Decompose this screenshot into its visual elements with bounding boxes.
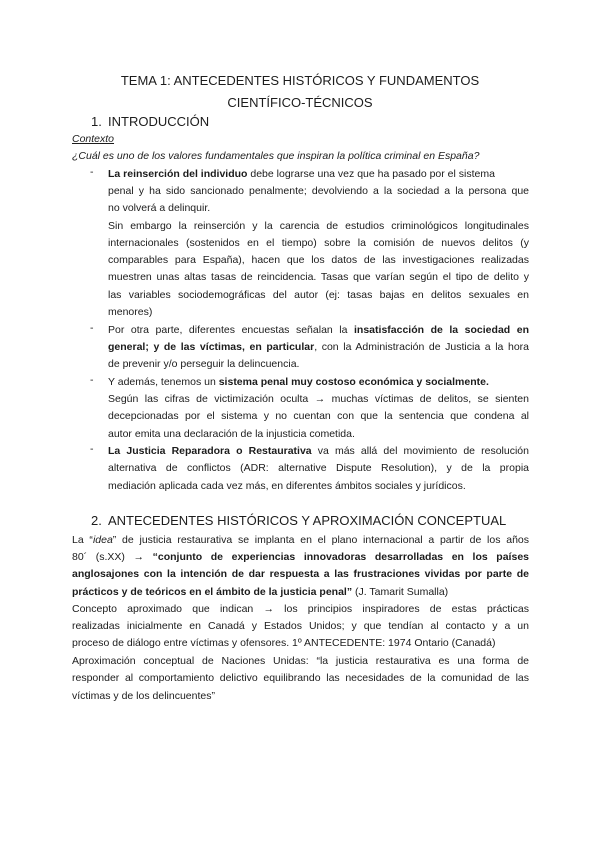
s2-p1-bold-a: “conjunto de experiencias innovadoras desarrolladas en los países — [152, 551, 529, 563]
bullet-1-para2-line-4: muestren unas altas tasas de reincidencia. Tasas que varían según el tipo de delito y — [108, 271, 529, 283]
section-1-heading: INTRODUCCIÓN — [108, 114, 210, 129]
s2-p1-line-4 — [72, 584, 448, 601]
bullet-2-text-a: Por otra parte, diferentes encuestas señalan la — [108, 324, 355, 336]
bullet-4-line-1 — [108, 443, 529, 460]
bullet-2-bold-a: insatisfacción de la sociedad en — [354, 324, 529, 336]
bullet-3-para2-line-2: decepcionadas por el sistema y no cuentan con que la sentencia que condena al — [108, 410, 529, 422]
s2-p1-line-2 — [72, 549, 529, 566]
s2-p1-text-b: ” de justicia restaurativa se implanta en el plano internacional a partir de los años — [112, 534, 529, 546]
context-question: ¿Cuál es uno de los valores fundamentales que inspiran la política criminal en España? — [72, 150, 480, 162]
bullet-marker: - — [90, 166, 94, 178]
s2-p2-line-2: realizadas inicialmente en Canadá y Estados Unidos; y que tendían al contacto y a un — [72, 620, 529, 632]
s2-p1-bold-b: prácticos y de teóricos en el ámbito de la justicia penal” — [72, 586, 353, 598]
bullet-1-text: debe lograrse una vez que ha pasado por el sistema — [247, 168, 495, 180]
s2-p1-text-a: La “ — [72, 534, 93, 546]
s2-p3-line-2: responder al comportamiento delictivo equilibrando las necesidades de la comunidad de las — [72, 672, 529, 684]
bullet-1-para2-line-3: comparables para España), hacen que los datos de las investigaciones realizadas — [108, 254, 529, 266]
s2-p1-idea: idea — [92, 534, 113, 546]
bullet-3-bold: sistema penal muy costoso económica y socialmente. — [218, 376, 489, 388]
bullet-1-para2-line-6: menores) — [108, 306, 153, 318]
s2-p3-line-1: Aproximación conceptual de Naciones Unidas: “la justicia restaurativa es una forma de — [72, 655, 529, 667]
section-2-number: 2. — [91, 513, 102, 528]
bullet-1-para2-line-5: las variables sociodemográficas del autor (ej: tasas bajas en delitos sexuales en — [108, 289, 529, 301]
bullet-2-line-3: de prevenir y/o perseguir la delincuencia. — [108, 358, 300, 370]
bullet-2-text-b: , con la Administración de Justicia a la hora — [314, 341, 529, 353]
bullet-2-bold-b: general; y de las víctimas, en particular — [108, 341, 315, 353]
bullet-marker: - — [90, 322, 94, 334]
document-title-line-2: CIENTÍFICO-TÉCNICOS — [227, 95, 373, 110]
s2-p3-line-3: víctimas y de los delincuentes” — [72, 690, 215, 702]
bullet-marker: - — [90, 374, 94, 386]
section-2-heading: ANTECEDENTES HISTÓRICOS Y APROXIMACIÓN CONCEPTUAL — [108, 513, 507, 528]
s2-p1-author: (J. Tamarit Sumalla) — [352, 586, 449, 598]
bullet-4-bold: La Justicia Reparadora o Restaurativa — [108, 445, 312, 457]
bullet-marker: - — [90, 443, 94, 455]
bullet-2-line-1 — [108, 322, 529, 339]
s2-p2-line-1: Concepto aproximado que indican → los principios inspiradores de estas prácticas — [72, 603, 529, 615]
section-1-number: 1. — [91, 114, 102, 129]
bullet-1-line-1 — [108, 166, 495, 183]
bullet-1-para2-line-2: internacionales (sostenidos en el tiempo) sobre la comisión de nuevos delitos (y — [108, 237, 529, 249]
s2-p1-line-3: anglosajones con la intención de dar respuesta a las frustraciones vividas por parte de — [72, 568, 529, 580]
bullet-3-para2-line-3: autor emita una declaración de la injusticia cometida. — [108, 428, 355, 440]
bullet-1-line-3: no volverá a delinquir. — [108, 202, 211, 214]
s2-p2-line-3: proceso de diálogo entre víctimas y ofensores. 1º ANTECEDENTE: 1974 Ontario (Canadá) — [72, 637, 496, 649]
s2-p1-line-1 — [72, 532, 529, 549]
bullet-4-line-2: alternativa de conflictos (ADR: alternative Dispute Resolution), y de la propia — [108, 462, 529, 474]
document-title-line-1: TEMA 1: ANTECEDENTES HISTÓRICOS Y FUNDAMENTOS — [120, 73, 480, 88]
bullet-3-text: Y además, tenemos un — [108, 376, 219, 388]
bullet-2-line-2 — [108, 339, 529, 356]
bullet-1-bold: La reinserción del individuo — [108, 168, 248, 180]
bullet-3-line-1 — [108, 374, 489, 391]
context-label: Contexto — [72, 133, 115, 145]
bullet-1-para2-line-1: Sin embargo la reinserción y la carencia de estudios criminológicos longitudinales — [108, 220, 529, 232]
bullet-4-line-3: mediación aplicada cada vez más, en diferentes ámbitos sociales y jurídicos. — [108, 480, 466, 492]
bullet-1-line-2: penal y ha sido sancionado penalmente; devolviendo a la sociedad a la persona que — [108, 185, 529, 197]
bullet-4-text: va más allá del movimiento de resolución — [311, 445, 529, 457]
bullet-3-para2-line-1: Según las cifras de victimización oculta → muchas víctimas de delitos, se sienten — [108, 393, 529, 405]
s2-p1-text-c: 80´ (s.XX) → — [72, 551, 153, 563]
